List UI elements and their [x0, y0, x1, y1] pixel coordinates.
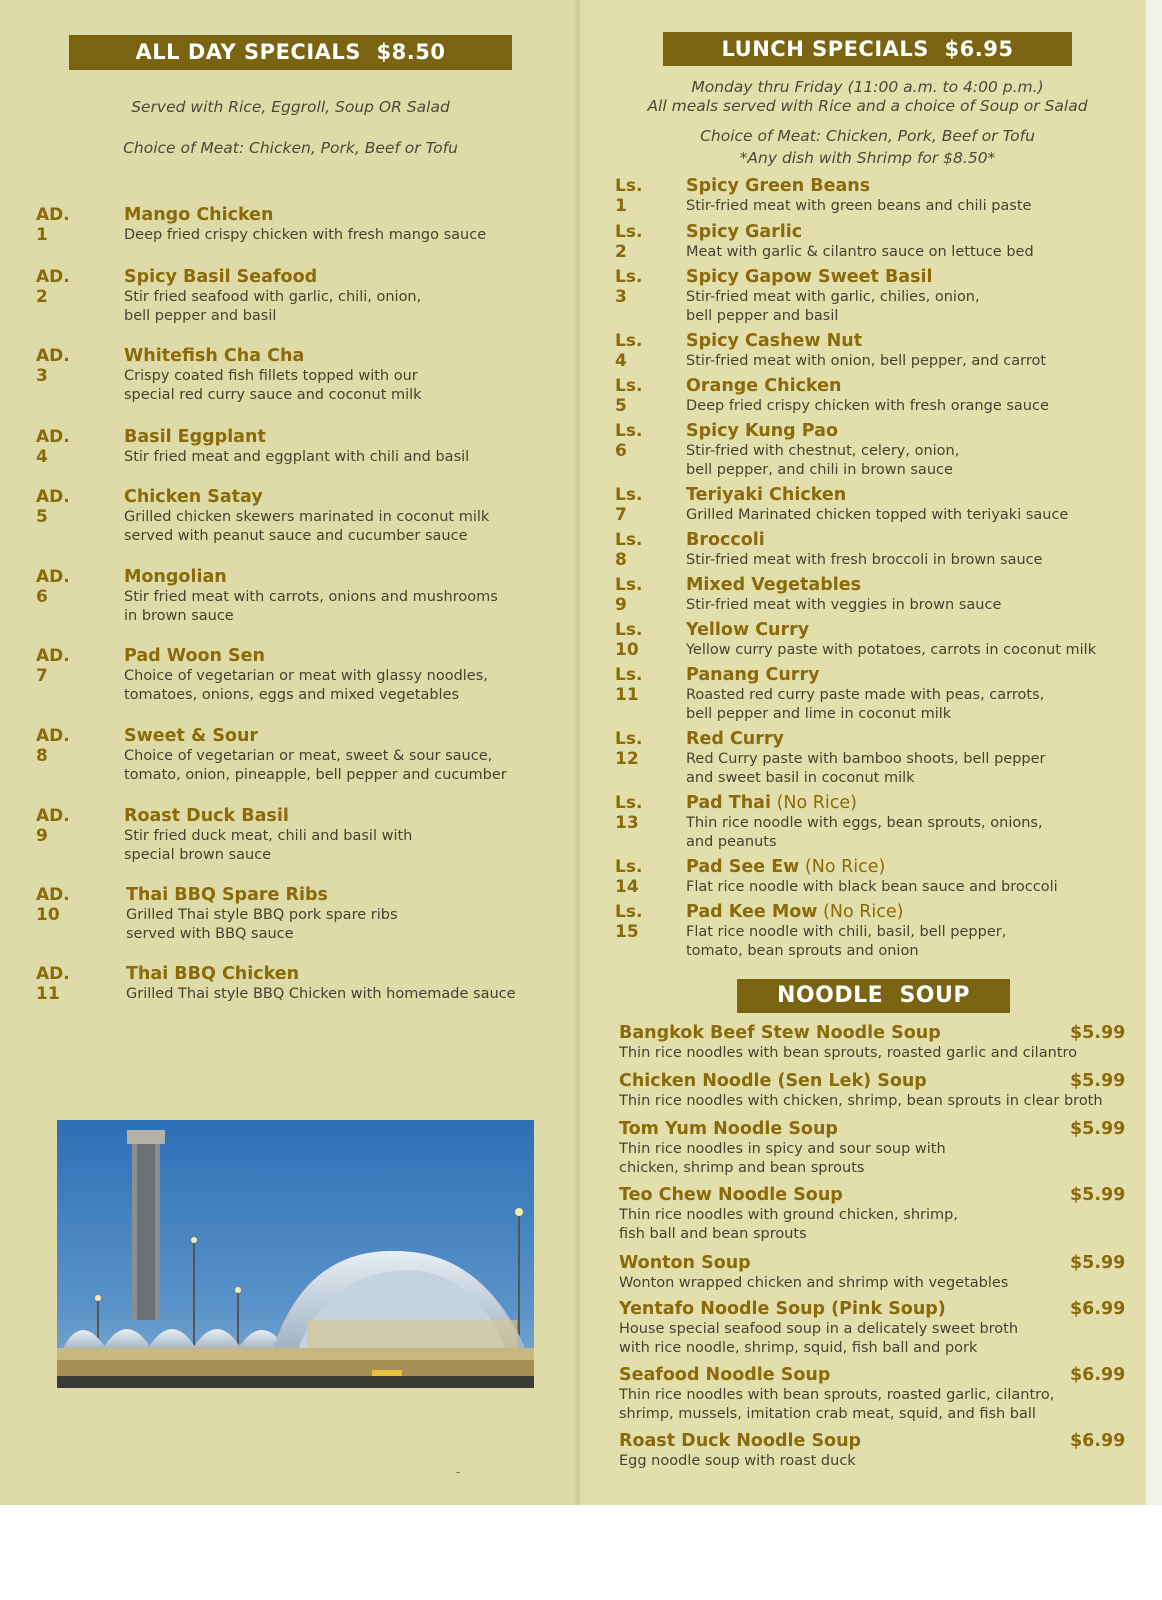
item-body — [124, 267, 421, 326]
item-name: Teo Chew Noodle Soup — [619, 1185, 843, 1205]
item-body — [619, 1299, 1018, 1358]
item-desc: Stir fried seafood with garlic, chili, onion, — [124, 289, 422, 305]
item-desc: Crispy coated fish fillets topped with our — [124, 368, 418, 384]
item-name-text: Pad See Ew — [686, 857, 800, 877]
item-code: AD. 5 — [36, 487, 70, 527]
item-name — [686, 729, 1045, 750]
item-desc: bell pepper and lime in coconut milk — [686, 706, 952, 722]
item-desc: House special seafood soup in a delicately sweet broth — [619, 1321, 1019, 1337]
item-name: Seafood Noodle Soup — [619, 1365, 831, 1385]
item-name: Basil Eggplant — [124, 427, 266, 447]
item-desc: Flat rice noodle with black bean sauce and broccoli — [686, 879, 1058, 895]
item-desc: bell pepper and basil — [124, 308, 277, 324]
item-desc: tomato, bean sprouts and onion — [686, 943, 919, 959]
item-name-text: Orange Chicken — [686, 376, 842, 396]
item-desc: Red Curry paste with bamboo shoots, bell pepper — [686, 751, 1046, 767]
item-price: $5.99 — [1070, 1023, 1126, 1043]
item-code: Ls. 13 — [615, 793, 643, 833]
item-body — [619, 1431, 861, 1471]
item-desc: shrimp, mussels, imitation crab meat, squid, and fish ball — [619, 1406, 1036, 1422]
item-body — [124, 567, 498, 626]
item-name — [686, 530, 1043, 551]
item-code: Ls. 8 — [615, 530, 643, 570]
item-desc: Meat with garlic & cilantro sauce on lettuce bed — [686, 244, 1034, 260]
item-desc: served with BBQ sauce — [126, 926, 294, 942]
item-desc: served with peanut sauce and cucumber sauce — [124, 528, 468, 544]
lunch-specials-banner: LUNCH SPECIALS $6.95 — [663, 32, 1072, 66]
item-desc: chicken, shrimp and bean sprouts — [619, 1160, 865, 1176]
item-desc: Egg noodle soup with roast duck — [619, 1453, 856, 1469]
all-day-note-served: Served with Rice, Eggroll, Soup OR Salad — [131, 98, 450, 116]
item-price: $6.99 — [1070, 1365, 1126, 1385]
item-body — [124, 205, 486, 245]
item-desc: Grilled Marinated chicken topped with teriyaki sauce — [686, 507, 1069, 523]
item-body — [686, 176, 1031, 216]
item-desc: Thin rice noodles in spicy and sour soup with — [619, 1141, 946, 1157]
item-price: $5.99 — [1070, 1253, 1126, 1273]
item-name-text: Spicy Kung Pao — [686, 421, 838, 441]
item-body — [686, 530, 1043, 570]
page-fold — [574, 0, 582, 1505]
item-code: Ls. 5 — [615, 376, 643, 416]
item-code: Ls. 6 — [615, 421, 643, 461]
item-desc: Stir-fried meat with veggies in brown sauce — [686, 597, 1002, 613]
item-name-text: Spicy Garlic — [686, 222, 803, 242]
item-desc: Grilled Thai style BBQ Chicken with homemade sauce — [126, 986, 516, 1002]
item-name-text: Pad Kee Mow — [686, 902, 818, 922]
item-name: Whitefish Cha Cha — [124, 346, 305, 366]
item-code: Ls. 12 — [615, 729, 643, 769]
item-name — [686, 267, 980, 288]
item-desc: Stir-fried meat with onion, bell pepper, and carrot — [686, 353, 1047, 369]
item-body — [686, 222, 1034, 262]
item-name — [686, 421, 959, 442]
item-code: Ls. 9 — [615, 575, 643, 615]
item-body — [124, 646, 488, 705]
item-desc: Stir fried meat with carrots, onions and mushrooms — [124, 589, 498, 605]
item-price: $6.99 — [1070, 1431, 1126, 1451]
item-name: Mango Chicken — [124, 205, 274, 225]
item-body — [126, 885, 398, 944]
item-name — [686, 376, 1049, 397]
item-desc: Grilled Thai style BBQ pork spare ribs — [126, 907, 398, 923]
item-desc: bell pepper, and chili in brown sauce — [686, 462, 953, 478]
item-body — [686, 793, 1043, 852]
item-price: $6.99 — [1070, 1299, 1126, 1319]
item-desc: tomato, onion, pineapple, bell pepper and cucumber — [124, 767, 507, 783]
item-body — [686, 857, 1058, 897]
item-desc: special brown sauce — [124, 847, 272, 863]
item-code: AD. 6 — [36, 567, 70, 607]
item-code: Ls. 7 — [615, 485, 643, 525]
item-name-text: Teriyaki Chicken — [686, 485, 847, 505]
item-name-note: (No Rice) — [799, 857, 886, 877]
item-desc: Choice of vegetarian or meat, sweet & sour sauce, — [124, 748, 493, 764]
item-body — [686, 331, 1046, 371]
item-desc: Stir fried meat and eggplant with chili and basil — [124, 449, 470, 465]
item-desc: Stir-fried with chestnut, celery, onion, — [686, 443, 960, 459]
lunch-note-meals: All meals served with Rice and a choice of Soup or Salad — [647, 97, 1088, 115]
item-desc: fish ball and bean sprouts — [619, 1226, 807, 1242]
item-name — [686, 331, 1046, 352]
item-name-note: (No Rice) — [817, 902, 904, 922]
item-name — [686, 665, 1044, 686]
item-name: Pad Woon Sen — [124, 646, 265, 666]
item-body — [619, 1365, 1054, 1424]
item-desc: and sweet basil in coconut milk — [686, 770, 915, 786]
item-code: AD. 7 — [36, 646, 70, 686]
airport-photo — [57, 1120, 534, 1388]
item-code: Ls. 3 — [615, 267, 643, 307]
item-name — [686, 575, 1001, 596]
item-name: Thai BBQ Spare Ribs — [126, 885, 328, 905]
item-name-text: Spicy Green Beans — [686, 176, 871, 196]
lunch-note-hours: Monday thru Friday (11:00 a.m. to 4:00 p.m.) — [691, 78, 1044, 96]
item-desc: Yellow curry paste with potatoes, carrots in coconut milk — [686, 642, 1097, 658]
item-name: Bangkok Beef Stew Noodle Soup — [619, 1023, 941, 1043]
item-code: Ls. 4 — [615, 331, 643, 371]
paper-edge — [1146, 0, 1162, 1505]
item-body — [686, 729, 1045, 788]
item-desc: Wonton wrapped chicken and shrimp with vegetables — [619, 1275, 1009, 1291]
item-desc: Deep fried crispy chicken with fresh mango sauce — [124, 227, 487, 243]
item-code: Ls. 14 — [615, 857, 643, 897]
item-body — [124, 346, 422, 405]
item-name: Roast Duck Noodle Soup — [619, 1431, 862, 1451]
item-name-text: Pad Thai — [686, 793, 771, 813]
item-desc: bell pepper and basil — [686, 308, 839, 324]
item-price: $5.99 — [1070, 1119, 1126, 1139]
item-body — [124, 487, 489, 546]
item-desc: Flat rice noodle with chili, basil, bell pepper, — [686, 924, 1007, 940]
item-name: Spicy Basil Seafood — [124, 267, 318, 287]
item-code: AD. 3 — [36, 346, 70, 386]
noodle-soup-banner: NOODLE SOUP — [737, 979, 1010, 1013]
item-code: AD. 1 — [36, 205, 70, 245]
item-name-text: Yellow Curry — [686, 620, 810, 640]
item-name — [686, 176, 1031, 197]
item-body — [124, 427, 469, 467]
item-body — [126, 964, 516, 1004]
item-body — [619, 1185, 958, 1244]
item-desc: Thin rice noodle with eggs, bean sprouts, onions, — [686, 815, 1043, 831]
item-name — [686, 620, 1096, 641]
item-body — [686, 267, 980, 326]
item-body — [619, 1253, 1008, 1293]
item-code: AD. 8 — [36, 726, 70, 766]
item-desc: Thin rice noodles with chicken, shrimp, bean sprouts in clear broth — [619, 1093, 1103, 1109]
item-body — [619, 1071, 1103, 1111]
item-desc: Thin rice noodles with bean sprouts, roasted garlic, cilantro, — [619, 1387, 1055, 1403]
item-body — [686, 902, 1006, 961]
item-name-text: Spicy Gapow Sweet Basil — [686, 267, 933, 287]
item-desc: Thin rice noodles with ground chicken, shrimp, — [619, 1207, 958, 1223]
item-name: Mongolian — [124, 567, 227, 587]
item-name: Wonton Soup — [619, 1253, 751, 1273]
all-day-note-meat: Choice of Meat: Chicken, Pork, Beef or Tofu — [123, 139, 458, 157]
lunch-note-meat: Choice of Meat: Chicken, Pork, Beef or Tofu — [700, 127, 1035, 145]
item-name-note: (No Rice) — [771, 793, 857, 813]
item-desc: Deep fried crispy chicken with fresh orange sauce — [686, 398, 1049, 414]
item-body — [686, 665, 1044, 724]
item-name-text: Broccoli — [686, 530, 765, 550]
item-name-text: Panang Curry — [686, 665, 820, 685]
item-desc: tomatoes, onions, eggs and mixed vegetables — [124, 687, 460, 703]
item-name-text: Spicy Cashew Nut — [686, 331, 863, 351]
item-code: Ls. 11 — [615, 665, 643, 705]
item-code: AD. 2 — [36, 267, 70, 307]
item-body — [619, 1119, 946, 1178]
item-name: Sweet & Sour — [124, 726, 259, 746]
item-desc: Thin rice noodles with bean sprouts, roasted garlic and cilantro — [619, 1045, 1077, 1061]
item-desc: Stir-fried meat with garlic, chilies, onion, — [686, 289, 980, 305]
item-desc: and peanuts — [686, 834, 777, 850]
item-code: AD. 9 — [36, 806, 70, 846]
airport-terminal-image — [57, 1120, 534, 1388]
item-desc: Stir fried duck meat, chili and basil with — [124, 828, 413, 844]
item-name-text: Mixed Vegetables — [686, 575, 862, 595]
item-code: AD. 10 — [36, 885, 70, 925]
item-name: Yentafo Noodle Soup (Pink Soup) — [619, 1299, 946, 1319]
item-name — [686, 485, 1068, 506]
item-desc: Roasted red curry paste made with peas, carrots, — [686, 687, 1045, 703]
lunch-note-shrimp: *Any dish with Shrimp for $8.50* — [739, 149, 996, 167]
item-name — [686, 793, 1043, 814]
item-desc: special red curry sauce and coconut milk — [124, 387, 422, 403]
item-desc: with rice noodle, shrimp, squid, fish ball and pork — [619, 1340, 978, 1356]
item-body — [686, 575, 1001, 615]
item-desc: Stir-fried meat with fresh broccoli in brown sauce — [686, 552, 1043, 568]
item-code: AD. 4 — [36, 427, 70, 467]
item-price: $5.99 — [1070, 1185, 1126, 1205]
item-code: Ls. 15 — [615, 902, 643, 942]
item-body — [686, 620, 1096, 660]
item-desc: Stir-fried meat with green beans and chili paste — [686, 198, 1032, 214]
item-name: Chicken Noodle (Sen Lek) Soup — [619, 1071, 927, 1091]
item-body — [686, 421, 959, 480]
item-code: Ls. 1 — [615, 176, 643, 216]
page-mark: - — [456, 1465, 461, 1479]
item-body — [686, 376, 1049, 416]
item-desc: in brown sauce — [124, 608, 234, 624]
item-code: Ls. 2 — [615, 222, 643, 262]
item-body — [686, 485, 1068, 525]
item-name: Thai BBQ Chicken — [126, 964, 300, 984]
item-name-text: Red Curry — [686, 729, 784, 749]
item-price: $5.99 — [1070, 1071, 1126, 1091]
item-name: Tom Yum Noodle Soup — [619, 1119, 838, 1139]
item-desc: Choice of vegetarian or meat with glassy noodles, — [124, 668, 488, 684]
item-name — [686, 222, 1034, 243]
item-body — [619, 1023, 1077, 1063]
item-code: Ls. 10 — [615, 620, 643, 660]
item-body — [124, 806, 412, 865]
item-code: AD. 11 — [36, 964, 70, 1004]
item-name: Chicken Satay — [124, 487, 263, 507]
item-name: Roast Duck Basil — [124, 806, 289, 826]
item-desc: Grilled chicken skewers marinated in coconut milk — [124, 509, 490, 525]
all-day-specials-banner: ALL DAY SPECIALS $8.50 — [69, 35, 512, 70]
item-body — [124, 726, 507, 785]
item-name — [686, 857, 1058, 878]
item-name — [686, 902, 1006, 923]
